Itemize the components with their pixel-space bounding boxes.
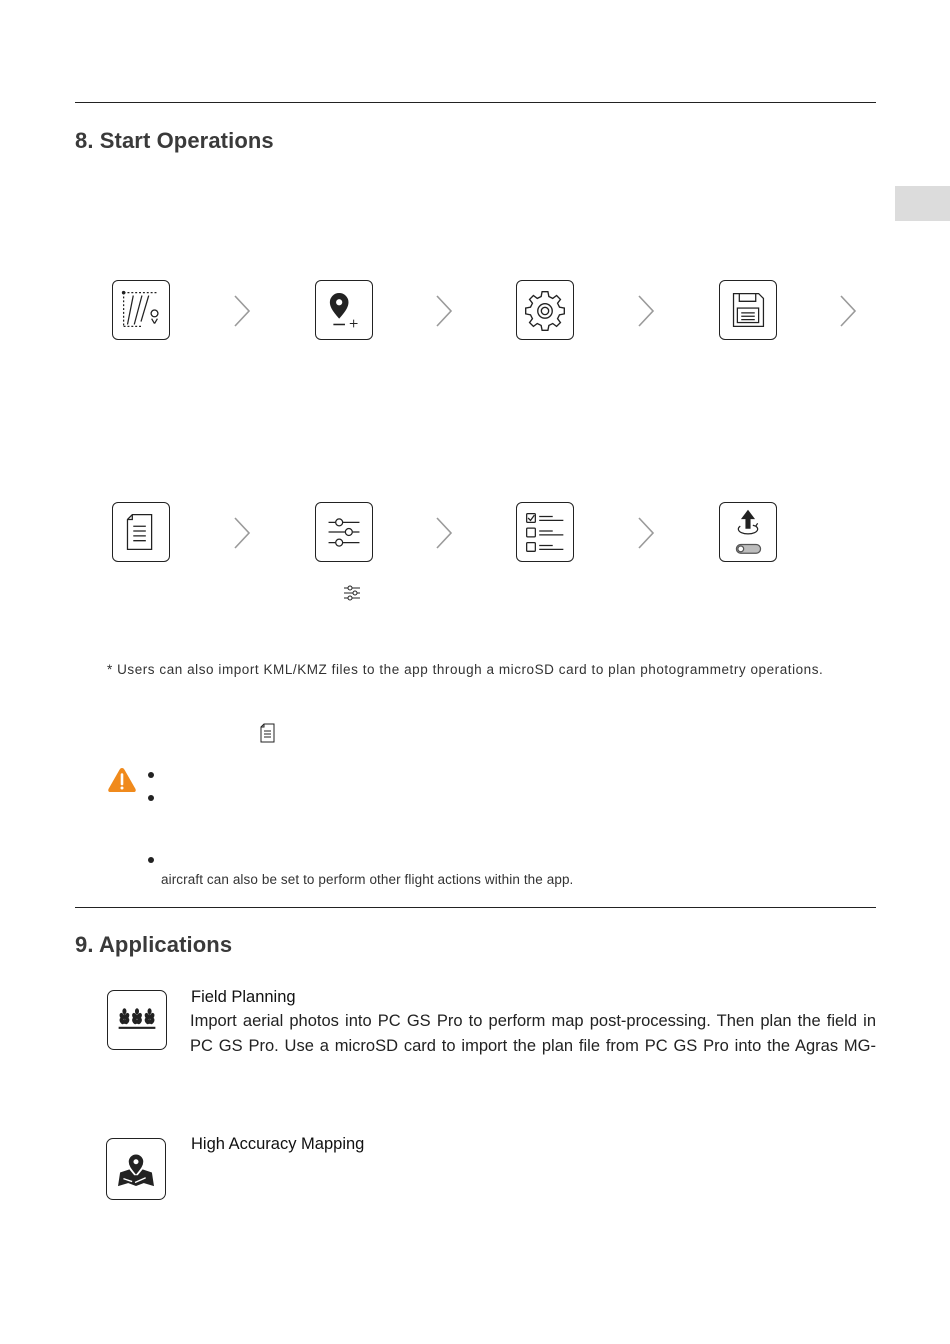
application-title: Field Planning <box>191 988 296 1006</box>
wheat-field-icon <box>107 990 167 1050</box>
chevron-right-icon <box>838 294 858 328</box>
warning-icon <box>107 766 137 794</box>
save-floppy-icon <box>719 280 777 340</box>
document-list-icon <box>112 502 170 562</box>
chevron-right-icon <box>434 294 454 328</box>
chevron-right-icon <box>232 294 252 328</box>
chevron-right-icon <box>232 516 252 550</box>
application-description: PC GS Pro. Use a microSD card to import the plan file from PC GS Pro into the Agras MG- <box>190 1037 876 1055</box>
checklist-icon <box>516 502 574 562</box>
chevron-right-icon <box>434 516 454 550</box>
side-tab-marker <box>895 186 950 221</box>
application-description: Import aerial photos into PC GS Pro to perform map post-processing. Then plan the field in <box>190 1012 876 1030</box>
chevron-right-icon <box>636 516 656 550</box>
bullet-marker <box>148 857 154 863</box>
footnote: * Users can also import KML/KMZ files to the app through a microSD card to plan photogrammetry operations. <box>107 662 824 677</box>
section-8-heading: 8. Start Operations <box>75 128 274 153</box>
bullet-marker <box>148 772 154 778</box>
application-title: High Accuracy Mapping <box>191 1135 365 1153</box>
location-pin-add-icon <box>315 280 373 340</box>
chevron-right-icon <box>636 294 656 328</box>
gear-icon <box>516 280 574 340</box>
section-9-heading: 9. Applications <box>75 932 233 957</box>
field-plan-icon <box>112 280 170 340</box>
section-rule <box>75 907 876 908</box>
sliders-icon <box>315 502 373 562</box>
document-list-icon <box>259 723 276 743</box>
top-rule <box>75 102 876 103</box>
bullet-marker <box>148 795 154 801</box>
map-location-icon <box>106 1138 166 1200</box>
sliders-icon <box>343 584 361 602</box>
upload-takeoff-icon <box>719 502 777 562</box>
warning-note-text: aircraft can also be set to perform other flight actions within the app. <box>161 872 574 887</box>
